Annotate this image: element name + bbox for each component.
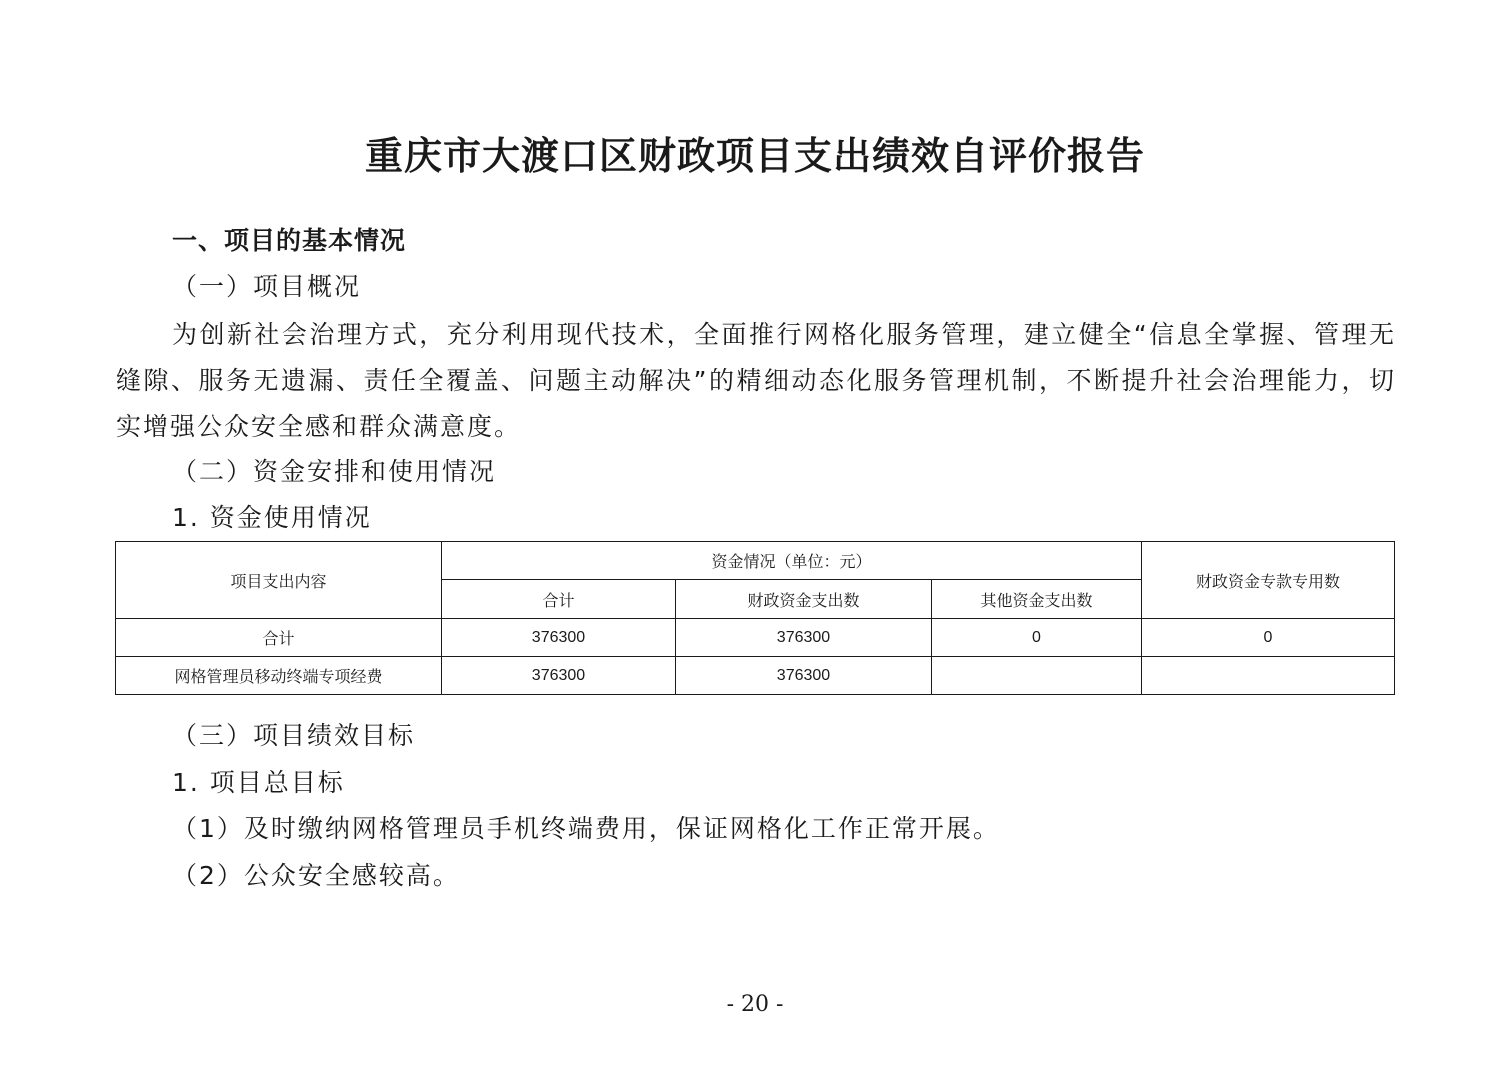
- subsection-heading-goals: （三）项目绩效目标: [172, 721, 416, 750]
- subsection-heading-funds: （二）资金安排和使用情况: [172, 457, 497, 486]
- item-heading-overall-goal: 1. 项目总目标: [172, 768, 345, 797]
- header-special: 财政资金专款专用数: [1142, 542, 1395, 619]
- table-row: [116, 657, 1395, 695]
- cell-content: 网格管理员移动终端专项经费: [116, 657, 442, 695]
- header-other: 其他资金支出数: [932, 580, 1142, 619]
- cell-other: 0: [932, 619, 1142, 657]
- goal-item-2: （2）公众安全感较高。: [172, 861, 460, 890]
- cell-special: [1142, 657, 1395, 695]
- header-content: 项目支出内容: [116, 542, 442, 619]
- section-heading-basic-info: 一、项目的基本情况: [172, 226, 407, 255]
- header-funds-group: 资金情况（单位：元）: [442, 542, 1142, 580]
- overview-paragraph: 为创新社会治理方式，充分利用现代技术，全面推行网格化服务管理，建立健全“信息全掌握、管理无缝隙、服务无遗漏、责任全覆盖、问题主动解决”的精细动态化服务管理机制，不断提升社会治理能力，切实增强公众安全感和群众满意度。: [116, 320, 1396, 441]
- header-total: 合计: [442, 580, 676, 619]
- cell-fiscal: 376300: [676, 657, 932, 695]
- cell-content: 合计: [116, 619, 442, 657]
- cell-fiscal: 376300: [676, 619, 932, 657]
- subsection-heading-overview: （一）项目概况: [172, 272, 362, 301]
- header-fiscal: 财政资金支出数: [676, 580, 932, 619]
- item-heading-funds-usage: 1. 资金使用情况: [172, 503, 372, 532]
- page-number: - 20 -: [726, 992, 784, 1017]
- cell-total: 376300: [442, 619, 676, 657]
- goal-item-1: （1）及时缴纳网格管理员手机终端费用，保证网格化工作正常开展。: [172, 814, 1000, 843]
- table-row: [116, 619, 1395, 657]
- report-title: 重庆市大渡口区财政项目支出绩效自评价报告: [364, 133, 1145, 178]
- table-header-row: [116, 542, 1395, 580]
- cell-special: 0: [1142, 619, 1395, 657]
- cell-total: 376300: [442, 657, 676, 695]
- funds-table: [115, 541, 1395, 695]
- cell-other: [932, 657, 1142, 695]
